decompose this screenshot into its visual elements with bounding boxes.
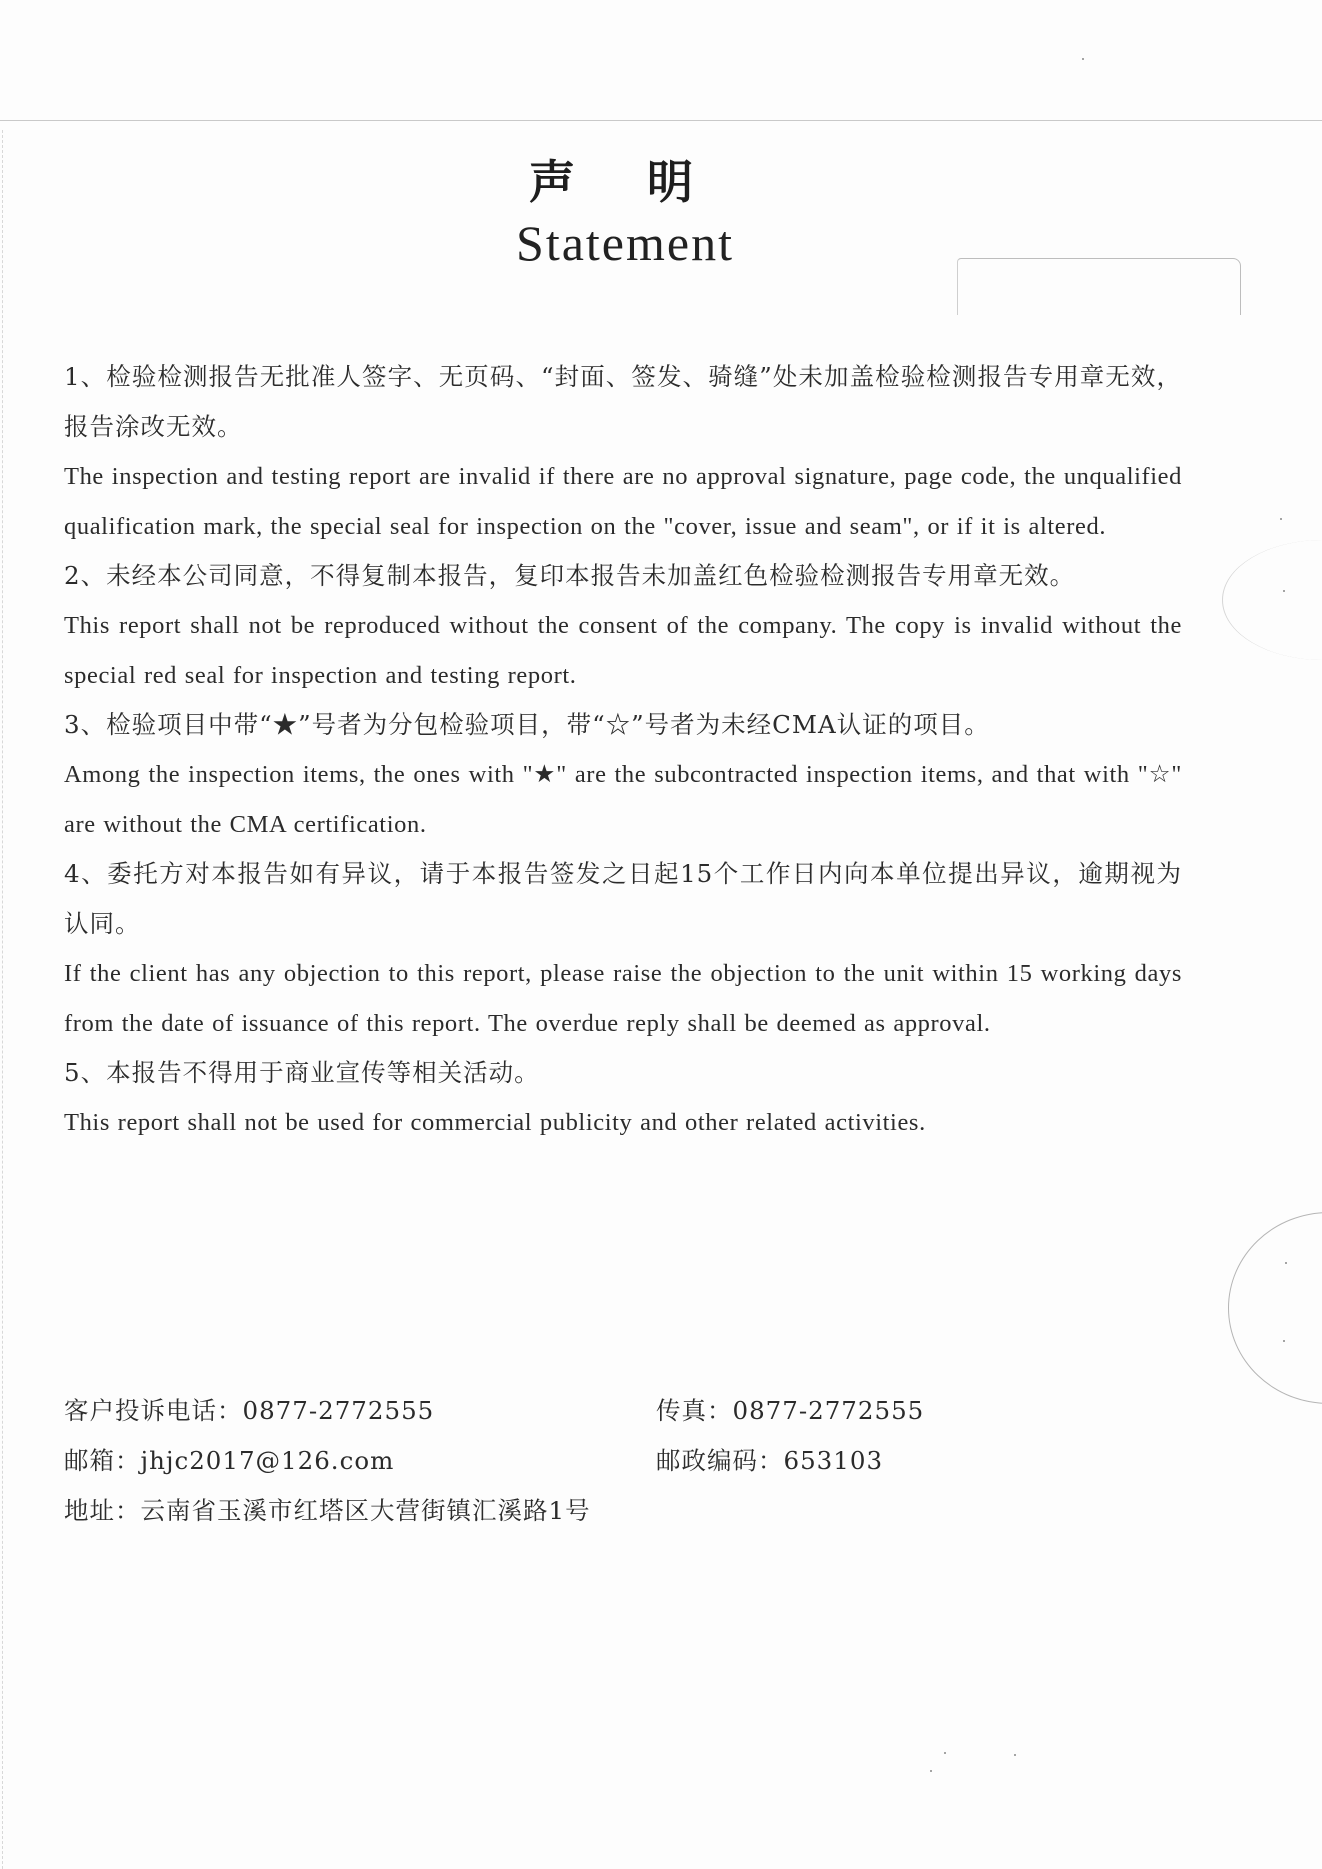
title-english: Statement	[516, 215, 734, 271]
contact-fax	[656, 1392, 924, 1427]
scan-speck	[1082, 58, 1084, 60]
postcode-label: 邮政编码：	[656, 1446, 784, 1475]
address-label: 地址：	[64, 1496, 141, 1525]
fax-label: 传真：	[656, 1396, 733, 1425]
contact-postcode	[656, 1442, 883, 1477]
scan-speck	[1283, 1340, 1285, 1342]
phone-label: 客户投诉电话：	[64, 1396, 243, 1425]
postcode-value: 653103	[783, 1446, 884, 1475]
item-5-english: This report shall not be used for commercial publicity and other related activities.	[64, 1109, 926, 1136]
scan-speck	[1280, 518, 1282, 520]
email-label: 邮箱：	[64, 1446, 141, 1475]
scan-top-rule	[0, 120, 1322, 121]
email-value: jhjc2017@126.com	[140, 1446, 395, 1475]
scan-left-edge	[2, 130, 3, 1869]
scan-speck	[1285, 1262, 1287, 1264]
title-chinese: 声 明	[528, 155, 721, 209]
contact-address	[64, 1492, 591, 1527]
address-value: 云南省玉溪市红塔区大营街镇汇溪路1号	[140, 1496, 591, 1525]
scan-edge-arc	[1228, 1212, 1322, 1404]
scan-edge-arc-secondary	[1222, 540, 1322, 660]
item-3-english: Among the inspection items, the ones with "★" are the subcontracted inspection items, and that with "☆" are without the CMA certification.	[64, 761, 1182, 838]
phone-value: 0877-2772555	[242, 1396, 435, 1425]
item-3-chinese: 3、检验项目中带“★”号者为分包检验项目，带“☆”号者为未经CMA认证的项目。	[64, 710, 990, 739]
contact-phone	[64, 1392, 434, 1427]
fax-value: 0877-2772555	[732, 1396, 925, 1425]
item-5-chinese: 5、本报告不得用于商业宣传等相关活动。	[64, 1058, 540, 1087]
scan-speck	[1014, 1754, 1016, 1756]
scan-speck	[1283, 590, 1285, 592]
item-2-english: This report shall not be reproduced without the consent of the company. The copy is invalid without the special red seal for inspection and testing report.	[64, 612, 1182, 689]
scan-speck	[930, 1770, 932, 1772]
item-4-english: If the client has any objection to this report, please raise the objection to the unit within 15 working days from the date of issuance of this report. The overdue reply shall be deemed as approval.	[64, 960, 1182, 1037]
item-1-english: The inspection and testing report are invalid if there are no approval signature, page code, the unqualified qualification mark, the special seal for inspection on the "cover, issue and seam", or if it is altered.	[64, 463, 1182, 540]
item-4-chinese: 4、委托方对本报告如有异议，请于本报告签发之日起15个工作日内向本单位提出异议，逾期视为认同。	[64, 859, 1182, 938]
item-1-chinese: 1、检验检测报告无批准人签字、无页码、“封面、签发、骑缝”处未加盖检验检测报告专用章无效，报告涂改无效。	[64, 362, 1182, 441]
statement-body	[64, 352, 1182, 1148]
item-2-chinese: 2、未经本公司同意，不得复制本报告，复印本报告未加盖红色检验检测报告专用章无效。	[64, 561, 1076, 590]
contact-email	[64, 1442, 394, 1477]
scan-speck	[944, 1752, 946, 1754]
